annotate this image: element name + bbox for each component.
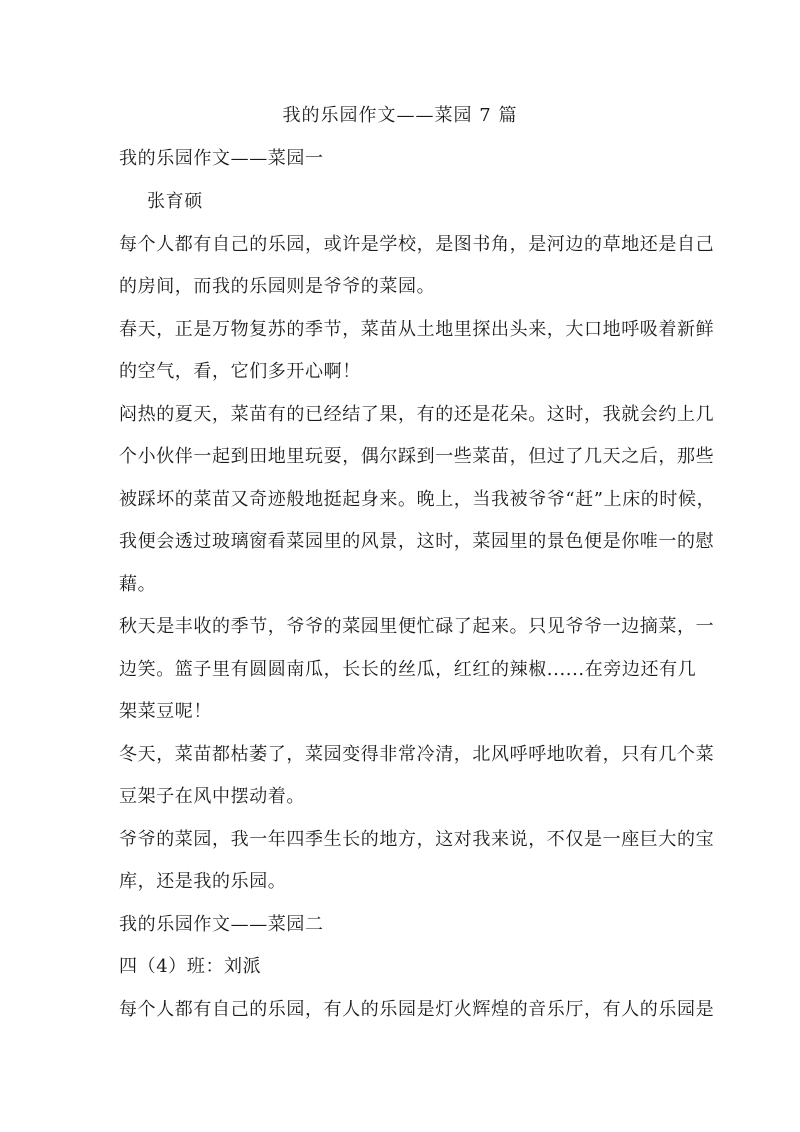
- author-line: 张育硕: [147, 191, 203, 212]
- section-heading: 我的乐园作文——菜园一: [119, 148, 324, 169]
- text-line: 个小伙伴一起到田地里玩耍，偶尔踩到一些菜苗，但过了几天之后，那些: [119, 446, 715, 467]
- text-line: 春天，正是万物复苏的季节，菜苗从土地里探出头来，大口地呼吸着新鲜: [119, 319, 715, 340]
- section-heading: 我的乐园作文——菜园二: [119, 914, 324, 935]
- document-title: 我的乐园作文——菜园 7 篇: [282, 105, 518, 126]
- text-line: 秋天是丰收的季节，爷爷的菜园里便忙碌了起来。只见爷爷一边摘菜，一: [119, 616, 715, 637]
- author-line: 四（4）班：刘派: [119, 956, 262, 977]
- text-line: 闷热的夏天，菜苗有的已经结了果，有的还是花朵。这时，我就会约上几: [119, 404, 715, 425]
- text-line: 我便会透过玻璃窗看菜园里的风景，这时，菜园里的景色便是你唯一的慰: [119, 531, 715, 552]
- text-line: 边笑。篮子里有圆圆南瓜，长长的丝瓜，红红的辣椒......在旁边还有几: [119, 659, 697, 680]
- text-line: 的空气，看，它们多开心啊！: [119, 361, 361, 382]
- text-line: 库，还是我的乐园。: [119, 871, 287, 892]
- text-line: 架菜豆呢！: [119, 701, 212, 722]
- text-line: 的房间，而我的乐园则是爷爷的菜园。: [119, 276, 436, 297]
- text-line: 豆架子在风中摆动着。: [119, 786, 305, 807]
- text-line: 爷爷的菜园，我一年四季生长的地方，这对我来说，不仅是一座巨大的宝: [119, 829, 715, 850]
- text-line: 被踩坏的菜苗又奇迹般地挺起身来。晚上，当我被爷爷“赶”上床的时候，: [119, 489, 716, 510]
- text-line: 藉。: [119, 574, 157, 595]
- text-line: 每个人都有自己的乐园，或许是学校，是图书角，是河边的草地还是自己: [119, 234, 715, 255]
- text-line: 冬天，菜苗都枯萎了，菜园变得非常冷清，北风呼呼地吹着，只有几个菜: [119, 744, 715, 765]
- text-line: 每个人都有自己的乐园，有人的乐园是灯火辉煌的音乐厅，有人的乐园是: [119, 999, 715, 1020]
